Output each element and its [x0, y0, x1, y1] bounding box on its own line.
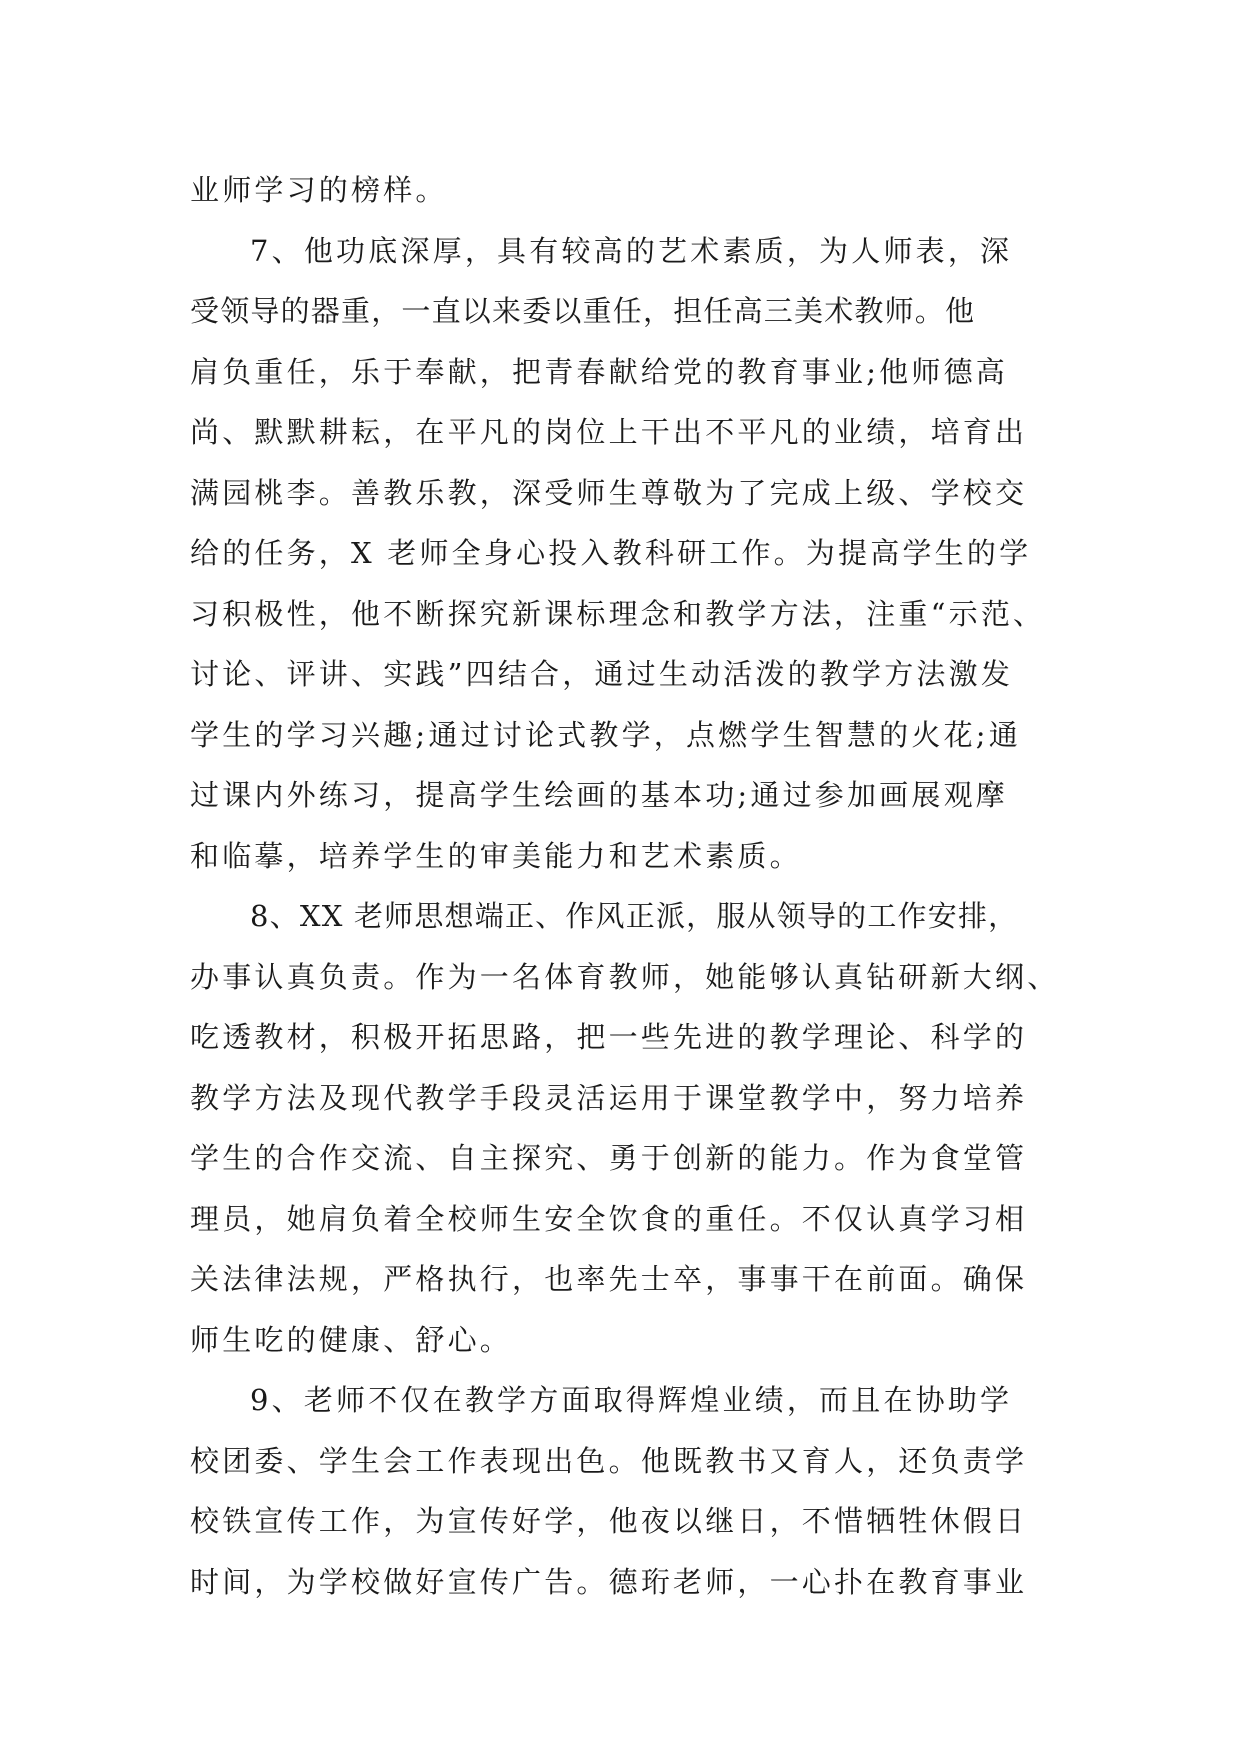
text-line: 和临摹，培养学生的审美能力和艺术素质。	[190, 838, 802, 873]
text-line: 校铁宣传工作，为宣传好学，他夜以继日，不惜牺牲休假日	[190, 1504, 1028, 1538]
text-line: 满园桃李。善教乐教，深受师生尊敬为了完成上级、学校交	[190, 475, 1028, 510]
text-line: 尚、默默耕耘，在平凡的岗位上干出不平凡的业绩，培育出	[190, 415, 1028, 449]
text-line: 受领导的器重，一直以来委以重任，担任高三美术教师。他	[190, 294, 976, 328]
text-line: 理员，她肩负着全校师生安全饮食的重任。不仅认真学习相	[190, 1201, 1028, 1236]
text-line: 教学方法及现代教学手段灵活运用于课堂教学中，努力培养	[190, 1080, 1028, 1115]
text-line: 关法律法规，严格执行，也率先士卒，事事干在前面。确保	[190, 1262, 1028, 1296]
text-line: 8、XX 老师思想端正、作风正派，服从领导的工作安排，	[250, 899, 1019, 933]
text-line: 肩负重任，乐于奉献，把青春献给党的教育事业;他师德高	[190, 354, 1008, 389]
text-line: 过课内外练习，提高学生绘画的基本功;通过参加画展观摩	[190, 778, 1008, 812]
text-line: 学生的学习兴趣;通过讨论式教学，点燃学生智慧的火花;通	[190, 717, 1021, 752]
text-line: 学生的合作交流、自主探究、勇于创新的能力。作为食堂管	[190, 1141, 1028, 1175]
text-line: 习积极性，他不断探究新课标理念和教学方法，注重“示范、	[190, 596, 1046, 631]
text-line: 吃透教材，积极开拓思路，把一些先进的教学理论、科学的	[190, 1020, 1028, 1054]
text-line: 7、他功底深厚，具有较高的艺术素质，为人师表，深	[250, 233, 1013, 268]
text-line: 校团委、学生会工作表现出色。他既教书又育人，还负责学	[190, 1443, 1028, 1478]
text-line: 办事认真负责。作为一名体育教师，她能够认真钻研新大纲、	[190, 959, 1060, 994]
text-line: 9、老师不仅在教学方面取得辉煌业绩，而且在协助学	[250, 1383, 1013, 1417]
text-line: 师生吃的健康、舒心。	[190, 1322, 513, 1357]
document-body	[190, 160, 1060, 1612]
text-line: 讨论、评讲、实践”四结合，通过生动活泼的教学方法激发	[190, 657, 1014, 691]
text-line: 时间，为学校做好宣传广告。德珩老师，一心扑在教育事业	[190, 1564, 1028, 1599]
text-line: 给的任务，X 老师全身心投入教科研工作。为提高学生的学	[190, 536, 1032, 570]
text-line: 业师学习的榜样。	[190, 173, 448, 207]
